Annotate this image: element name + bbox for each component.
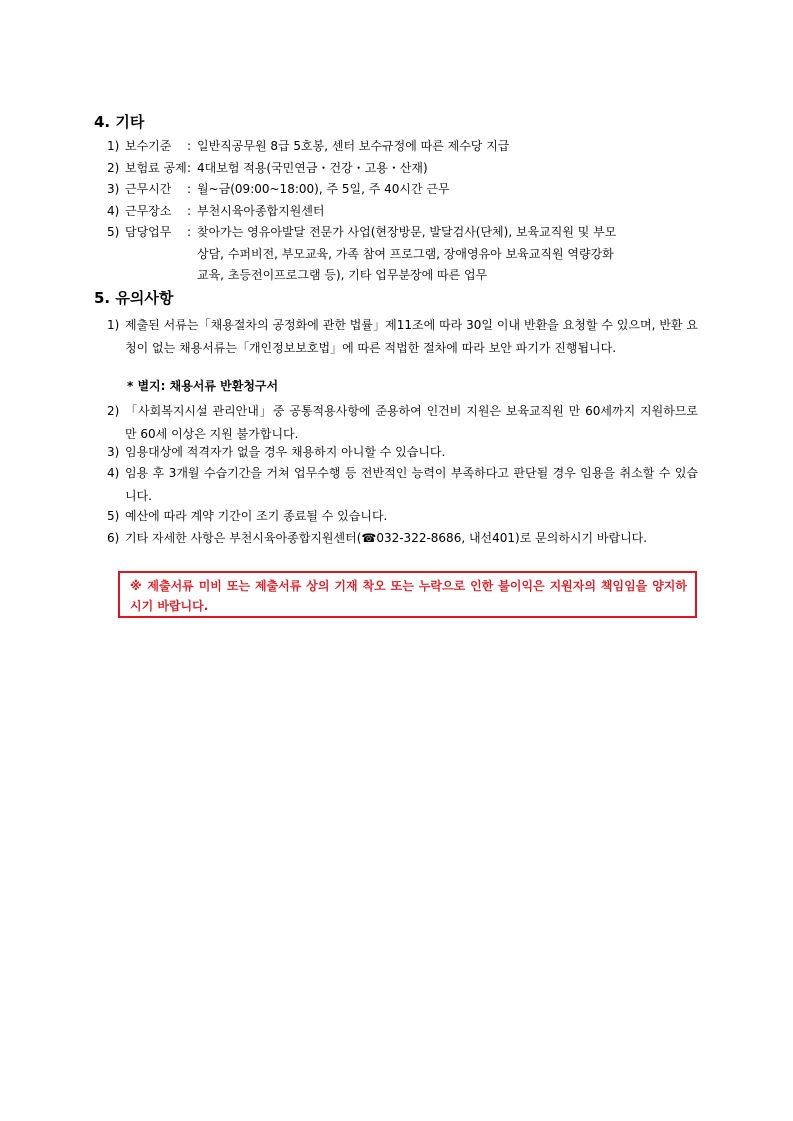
item-label: 보험료 공제 xyxy=(125,161,187,175)
section-4-title: 4. 기타 xyxy=(94,113,145,131)
item-value: 월~금(09:00~18:00), 주 5일, 주 40시간 근무 xyxy=(197,182,450,196)
item-value: 4대보험 적용(국민연금・건강・고용・산재) xyxy=(197,161,428,175)
item-label: 근무시간 xyxy=(125,182,172,196)
item-number: 3) xyxy=(107,182,120,196)
attachment-note: * 별지: 채용서류 반환청구서 xyxy=(127,379,279,393)
item-number: 5) xyxy=(107,509,120,523)
item-value: 일반직공무원 8급 5호봉, 센터 보수규정에 따른 제수당 지급 xyxy=(197,139,510,153)
item-value-line: 찾아가는 영유아발달 전문가 사업(현장방문, 발달검사(단체), 보육교직원 및 부모 xyxy=(197,225,617,239)
warning-text: ※ 제출서류 미비 또는 제출서류 상의 기재 착오 또는 누락으로 인한 불이익은 지원자의 책임임을 양지하시기 바랍니다. xyxy=(130,579,687,613)
item-number: 1) xyxy=(107,139,120,153)
item-number: 2) xyxy=(107,161,120,175)
item-label: 보수기준 xyxy=(125,139,172,153)
item-label: 담당업무 xyxy=(125,225,172,239)
item-colon: : xyxy=(187,225,192,239)
item-text: 임용대상에 적격자가 없을 경우 채용하지 아니할 수 있습니다. xyxy=(125,445,446,459)
item-number: 4) xyxy=(107,204,120,218)
item-value-line: 교육, 초등전이프로그램 등), 기타 업무분장에 따른 업무 xyxy=(197,268,488,282)
item-number: 3) xyxy=(107,445,120,459)
item-text: 예산에 따라 계약 기간이 조기 종료될 수 있습니다. xyxy=(125,509,388,523)
item-colon: : xyxy=(187,182,192,196)
item-colon: : xyxy=(187,161,192,175)
item-text: 「사회복지시설 관리안내」중 공통적용사항에 준용하여 인건비 지원은 보육교직원 만 60세까지 지원하므로 만 60세 이상은 지원 불가합니다. xyxy=(125,404,698,441)
item-number: 5) xyxy=(107,225,120,239)
item-text: 임용 후 3개월 수습기간을 거쳐 업무수행 등 전반적인 능력이 부족하다고 판단될 경우 임용을 취소할 수 있습니다. xyxy=(125,466,698,503)
item-number: 1) xyxy=(107,318,120,332)
item-number: 2) xyxy=(107,404,120,418)
item-value-line: 상담, 수퍼비전, 부모교육, 가족 참여 프로그램, 장애영유아 보육교직원 역량강화 xyxy=(197,247,614,261)
item-value: 부천시육아종합지원센터 xyxy=(197,204,325,218)
item-number: 6) xyxy=(107,531,120,545)
item-colon: : xyxy=(187,139,192,153)
item-colon: : xyxy=(187,204,192,218)
item-text: 기타 자세한 사항은 부천시육아종합지원센터(☎032-322-8686, 내선401)로 문의하시기 바랍니다. xyxy=(125,531,648,545)
item-text: 제출된 서류는「채용절차의 공정화에 관한 법률」제11조에 따라 30일 이내 반환을 요청할 수 있으며, 반환 요청이 없는 채용서류는「개인정보보호법」에 따른 적법한 절차에 따라 보안 파기가 진행됩니다. xyxy=(125,318,698,355)
warning-box xyxy=(118,571,697,618)
item-label: 근무장소 xyxy=(125,204,172,218)
item-number: 4) xyxy=(107,466,120,480)
section-5-title: 5. 유의사항 xyxy=(94,289,174,307)
